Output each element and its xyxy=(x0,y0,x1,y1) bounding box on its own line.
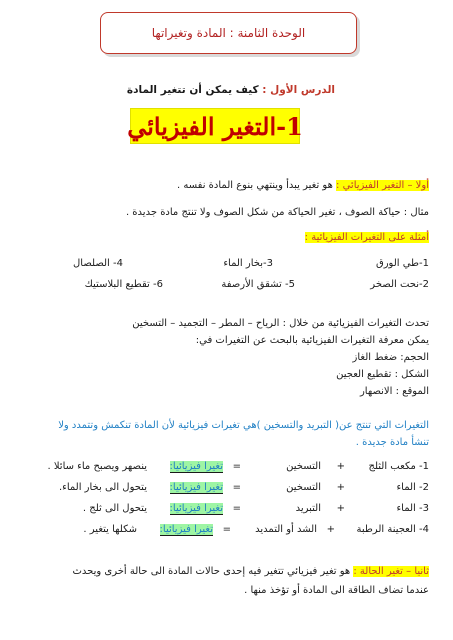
result-label: تغيرا فيزيائيا: xyxy=(169,482,223,493)
heating-cooling-line: تنشأ مادة جديدة . xyxy=(355,437,429,448)
example-item: 3-بخار الماء xyxy=(223,258,273,269)
table-row-item: 2- الماء xyxy=(396,482,429,493)
section2-line1: هو تغير فيزيائي تتغير فيه إحدى حالات المادة الى حالة أخرى ويحدث xyxy=(72,566,354,577)
paragraph-line: الحجم: ضغط الغاز xyxy=(352,352,429,363)
section1-example: مثال : حياكة الصوف ، تغير الحياكة من شكل الصوف ولا تنتج مادة جديدة . xyxy=(125,207,429,218)
lesson-question: كيف يمكن أن تتغير المادة xyxy=(126,84,259,96)
equals-sign: = xyxy=(232,503,241,514)
example-item: 1-طي الورق xyxy=(375,258,429,269)
table-row-item: 1- مكعب الثلج xyxy=(368,461,429,472)
section1-heading-line xyxy=(177,180,429,191)
equals-sign: = xyxy=(222,524,231,535)
table-row-item: 3- الماء xyxy=(396,503,429,514)
section1-heading: أولا – التغير الفيزيائي : xyxy=(336,180,429,191)
main-title-box xyxy=(127,108,303,144)
unit-title-box xyxy=(100,12,357,54)
plus-sign: + xyxy=(326,524,335,535)
table-row-desc: يتحول الى ثلج . xyxy=(82,503,147,514)
unit-title: الوحدة الثامنة : المادة وتغيراتها xyxy=(151,26,306,40)
examples-heading-line xyxy=(305,232,429,243)
example-item: 4- الصلصال xyxy=(73,258,123,269)
section2-heading: ثانيا – تغير الحالة : xyxy=(353,566,429,577)
paragraph-line: تحدث التغيرات الفيزيائية من خلال : الرياح – المطر – التجميد – التسخين xyxy=(132,318,429,329)
table-row-process: التبريد xyxy=(295,503,321,514)
lesson-label: الدرس الأول : xyxy=(262,84,335,96)
section2-line2: عندما تضاف الطاقة الى المادة أو تؤخذ منها . xyxy=(244,585,429,596)
heating-cooling-line: التغيرات التي تنتج عن( التبريد والتسخين )هي تغيرات فيزيائية لأن المادة تنكمش وتتمدد ولا xyxy=(58,420,429,431)
paragraph-line: الشكل : تقطيع العجين xyxy=(336,369,429,380)
plus-sign: + xyxy=(336,461,345,472)
plus-sign: + xyxy=(336,503,345,514)
table-row-process: الشد أو التمديد xyxy=(255,524,317,535)
result-label: تغيرا فيزيائيا: xyxy=(169,461,223,472)
table-row-desc: يتحول الى بخار الماء. xyxy=(58,482,147,493)
example-item: 5- تشقق الأرصفة xyxy=(221,279,295,290)
examples-heading: أمثلة على التغيرات الفيزيائية : xyxy=(304,232,429,243)
plus-sign: + xyxy=(336,482,345,493)
result-label: تغيرا فيزيائيا: xyxy=(159,524,213,535)
equals-sign: = xyxy=(232,461,241,472)
equals-sign: = xyxy=(232,482,241,493)
result-label: تغيرا فيزيائيا: xyxy=(169,503,223,514)
table-row-process: التسخين xyxy=(286,482,321,493)
table-row-process: التسخين xyxy=(286,461,321,472)
paragraph-line: يمكن معرفة التغيرات الفيزيائية بالبحث عن التغيرات في: xyxy=(195,335,429,346)
section2-heading-line xyxy=(72,566,429,577)
section1-definition: هو تغير يبدأ وينتهي بنوع المادة نفسه . xyxy=(177,180,337,191)
example-item: 6- تقطيع البلاستيك xyxy=(84,279,163,290)
table-row-desc: ينصهر ويصبح ماء سائلا . xyxy=(47,461,147,472)
table-row-desc: شكلها يتغير . xyxy=(83,524,137,535)
table-row-item: 4- العجينة الرطبة xyxy=(356,524,429,535)
main-title: 1-التغير الفيزيائي xyxy=(127,111,303,141)
lesson-heading xyxy=(127,84,335,96)
paragraph-line: الموقع : الانصهار xyxy=(359,386,429,397)
example-item: 2-نحت الصخر xyxy=(370,279,429,290)
